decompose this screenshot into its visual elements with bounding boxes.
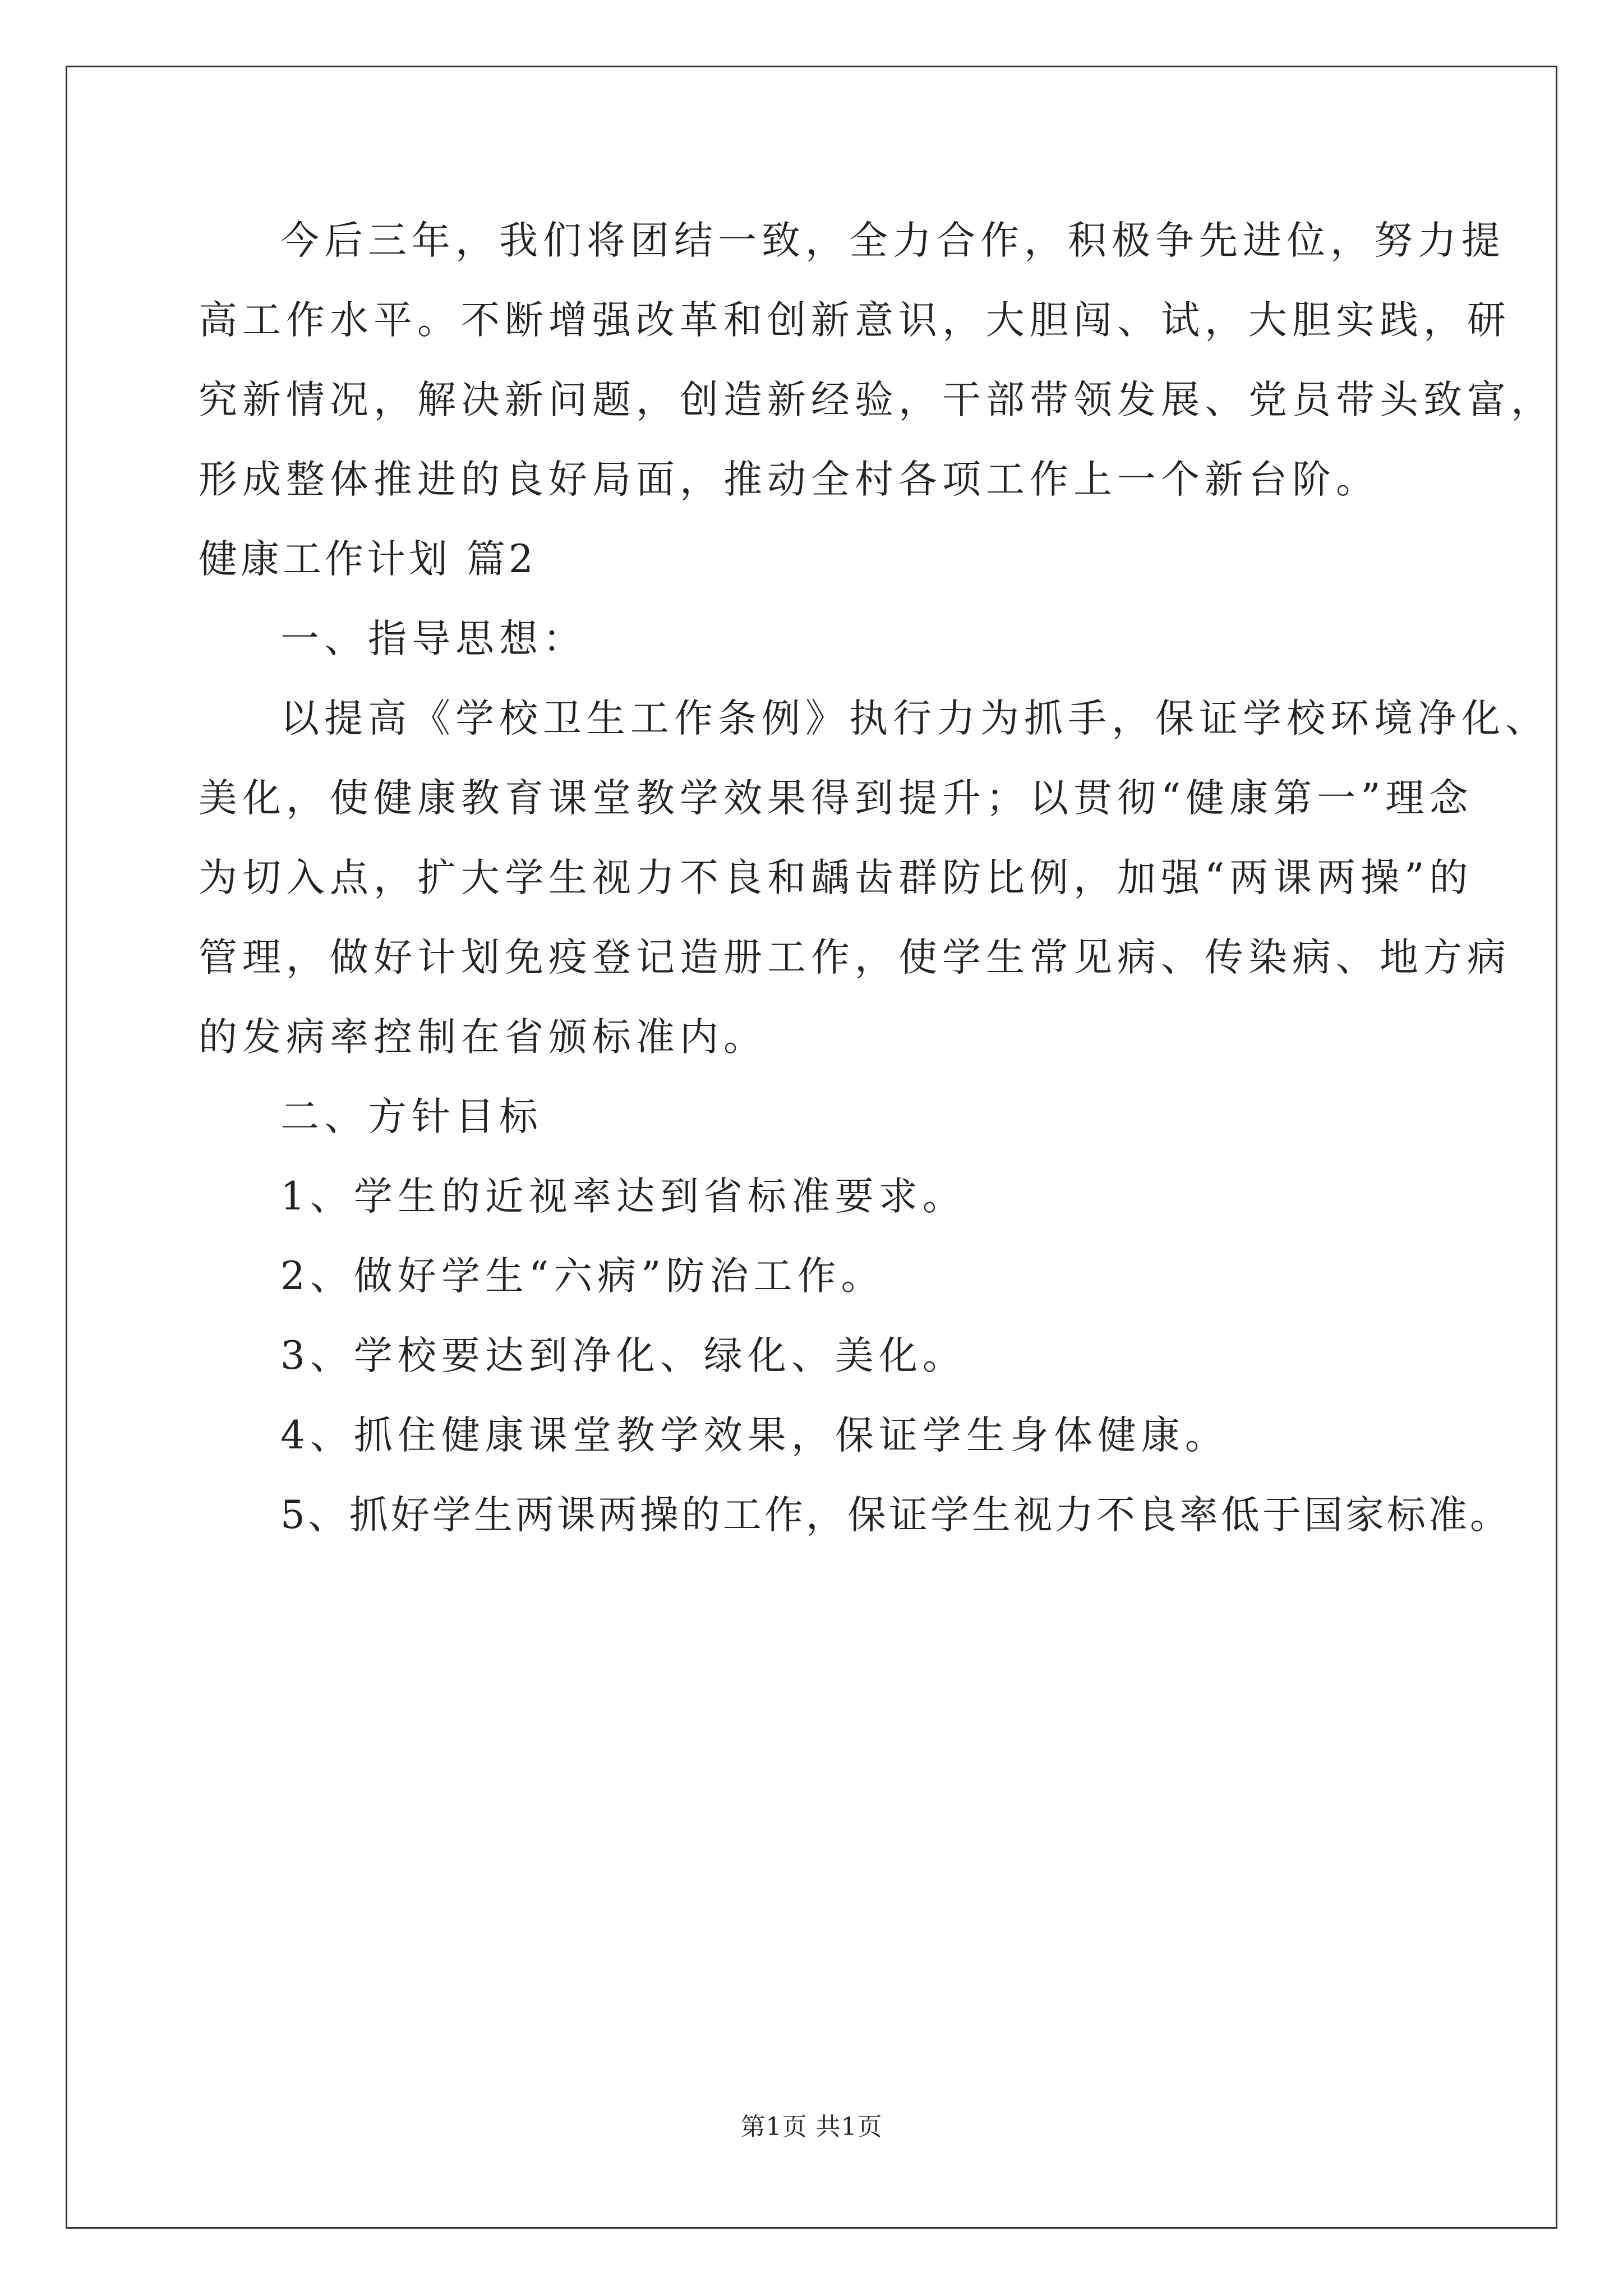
list-item: 5、抓好学生两课两操的工作，保证学生视力不良率低于国家标准。 bbox=[280, 1493, 1511, 1538]
list-item: 1、学生的近视率达到省标准要求。 bbox=[280, 1174, 966, 1219]
paragraph-line: 管理，做好计划免疫登记造册工作，使学生常见病、传染病、地方病 bbox=[199, 935, 1511, 980]
paragraph-line: 究新情况，解决新问题，创造新经验，干部带领发展、党员带头致富， bbox=[199, 378, 1555, 422]
paragraph-line: 今后三年，我们将团结一致，全力合作，积极争先进位，努力提 bbox=[280, 218, 1505, 263]
list-item: 2、做好学生“六病”防治工作。 bbox=[280, 1254, 885, 1299]
list-item: 4、抓住健康课堂教学效果，保证学生身体健康。 bbox=[280, 1413, 1229, 1458]
paragraph-line: 的发病率控制在省颁标准内。 bbox=[199, 1015, 767, 1060]
subsection-heading: 二、方针目标 bbox=[280, 1094, 543, 1139]
paragraph-line: 为切入点，扩大学生视力不良和龋齿群防比例，加强“两课两操”的 bbox=[199, 855, 1473, 900]
list-item: 3、学校要达到净化、绿化、美化。 bbox=[280, 1333, 966, 1378]
subsection-heading: 一、指导思想： bbox=[280, 616, 587, 661]
paragraph-line: 高工作水平。不断增强改革和创新意识，大胆闯、试，大胆实践，研 bbox=[199, 298, 1511, 343]
page-footer: 第1页 共1页 bbox=[740, 2113, 883, 2141]
paragraph-line: 美化，使健康教育课堂教学效果得到提升；以贯彻“健康第一”理念 bbox=[199, 776, 1473, 821]
paragraph-line: 以提高《学校卫生工作条例》执行力为抓手，保证学校环境净化、 bbox=[280, 696, 1549, 741]
paragraph-line: 形成整体推进的良好局面，推动全村各项工作上一个新台阶。 bbox=[199, 457, 1380, 502]
section-title: 健康工作计划 篇2 bbox=[199, 537, 537, 582]
